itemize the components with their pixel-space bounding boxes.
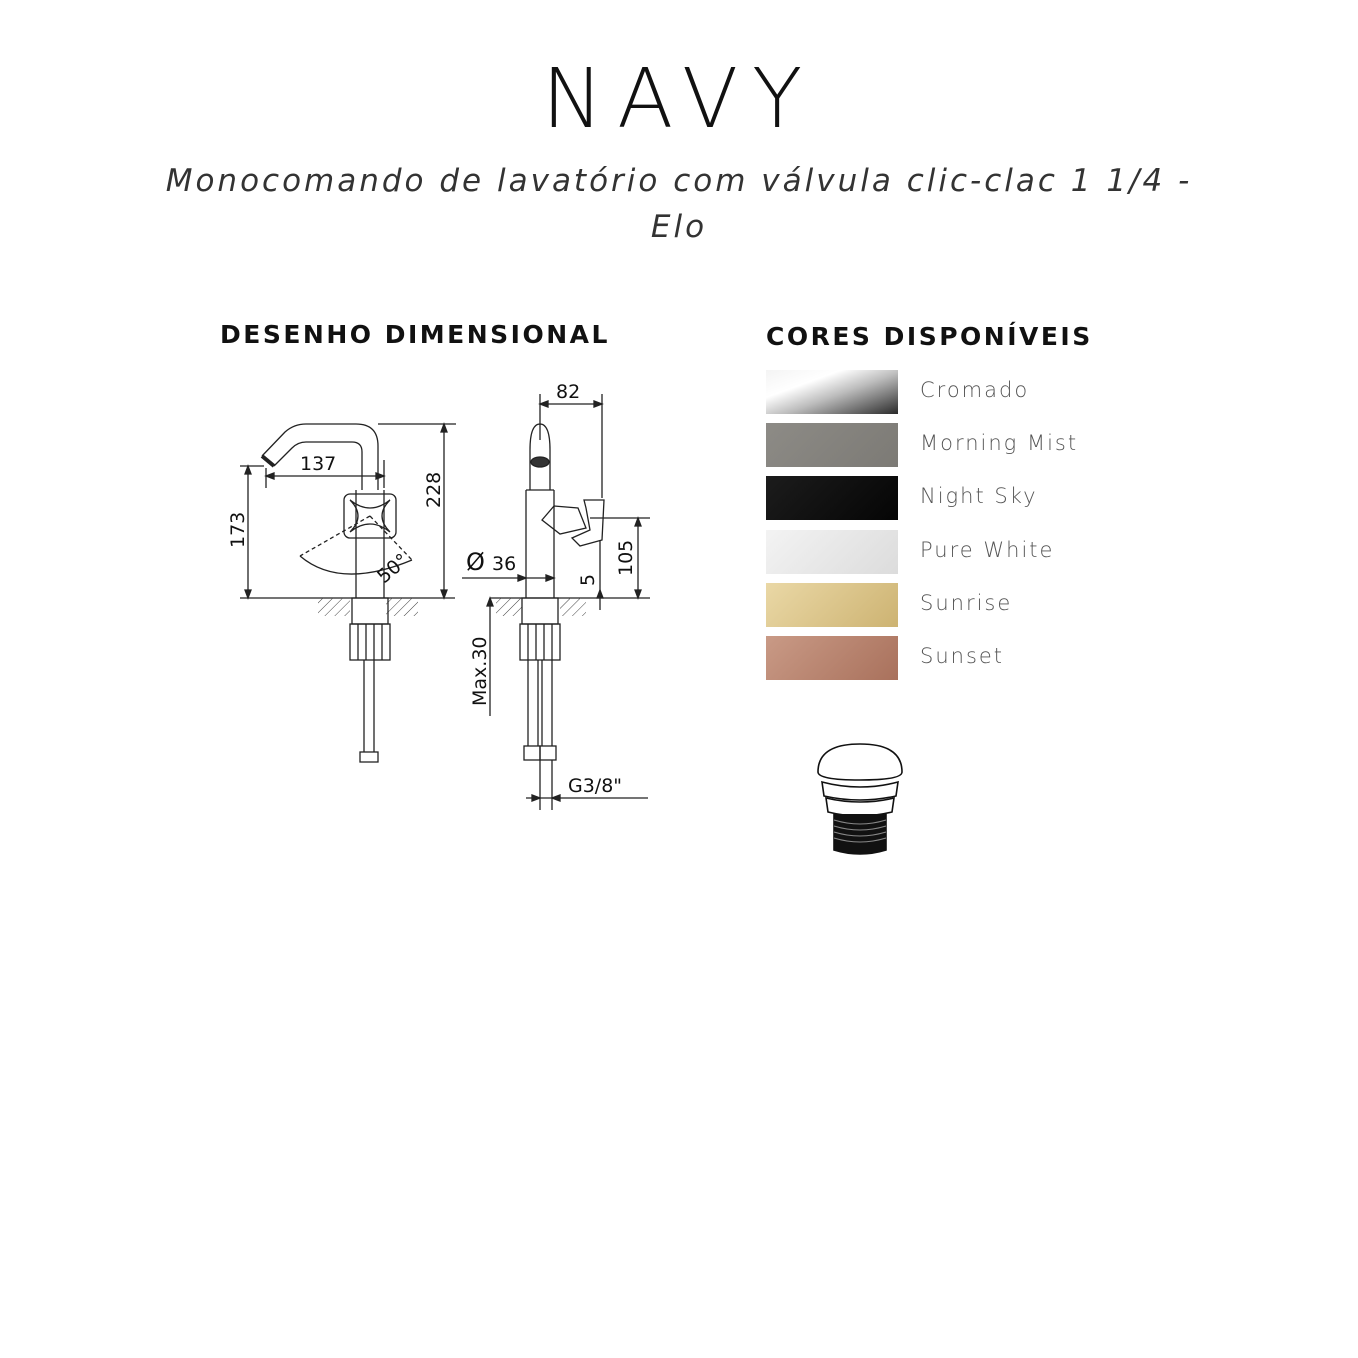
brand-title: NAVY — [541, 52, 817, 147]
sunrise-swatch — [766, 583, 898, 627]
dim-max-thickness: Max.30 — [469, 636, 491, 706]
color-label: Night Sky — [920, 484, 1038, 508]
color-option-sunset — [766, 636, 1186, 680]
sunset-swatch — [766, 636, 898, 680]
side-view — [462, 394, 650, 810]
morning-mist-swatch — [766, 423, 898, 467]
dim-spout-reach: 137 — [300, 453, 337, 475]
pure-white-swatch — [766, 530, 898, 574]
dimensional-drawing — [200, 370, 670, 810]
color-option-sunrise — [766, 583, 1186, 627]
dim-connection: G3/8" — [568, 775, 623, 797]
dim-offset: 5 — [577, 573, 599, 586]
color-label: Pure White — [920, 538, 1055, 562]
night-sky-swatch — [766, 476, 898, 520]
diameter-symbol-icon: Ø — [466, 548, 485, 576]
color-option-cromado — [766, 370, 1186, 414]
dimensional-drawing-title: DESENHO DIMENSIONAL — [220, 320, 610, 349]
dim-lever-height: 105 — [615, 539, 637, 576]
product-subtitle: Monocomando de lavatório com válvula clic-clac 1 1/4 - Elo — [165, 163, 1193, 245]
color-option-morning-mist — [766, 423, 1186, 467]
dim-total-height: 228 — [423, 471, 445, 508]
color-label: Cromado — [920, 378, 1030, 402]
dim-diameter: 36 — [492, 553, 517, 575]
dim-angle: 50° — [373, 549, 414, 588]
dim-side-depth: 82 — [556, 381, 581, 403]
dim-spout-height: 173 — [227, 511, 249, 548]
available-colors-title: CORES DISPONÍVEIS — [766, 322, 1093, 351]
color-option-night-sky — [766, 476, 1186, 520]
color-label: Sunrise — [920, 591, 1013, 615]
color-label: Sunset — [920, 644, 1005, 668]
click-clack-valve-icon — [810, 740, 910, 860]
chrome-swatch — [766, 370, 898, 414]
color-option-pure-white — [766, 530, 1186, 574]
color-label: Morning Mist — [920, 431, 1079, 455]
